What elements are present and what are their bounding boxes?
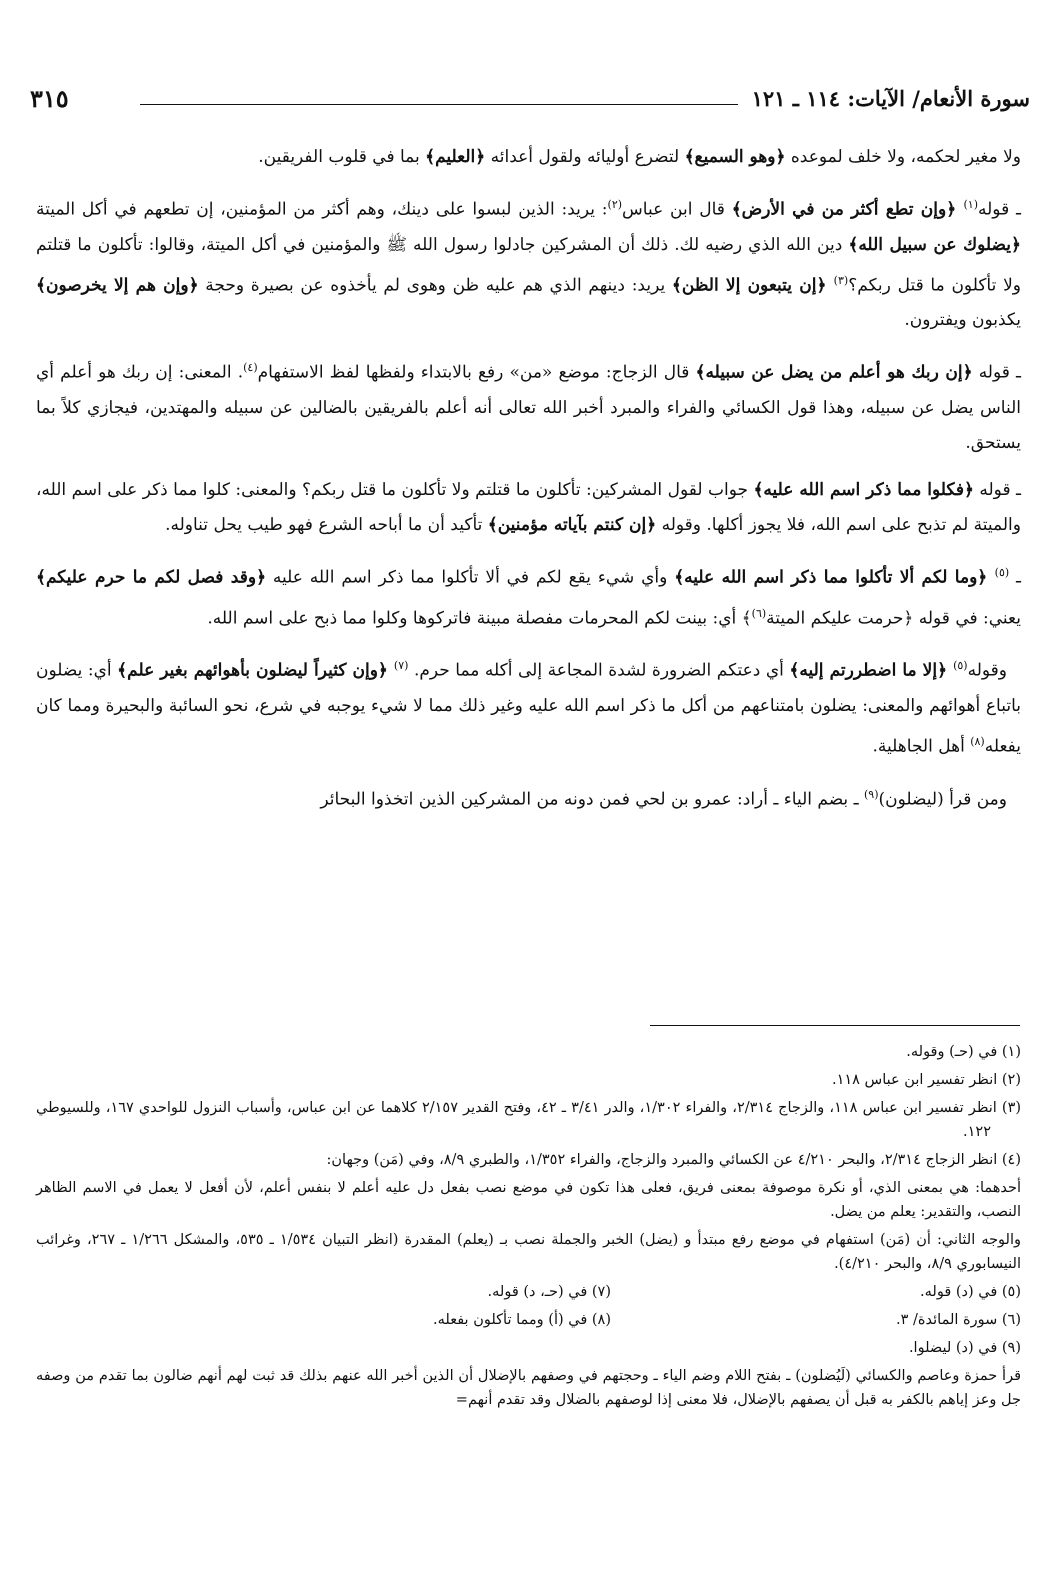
footnote: (٨) في (أ) ومما تأكلون بفعله. bbox=[433, 1312, 611, 1328]
footnote-row bbox=[36, 1280, 1021, 1304]
footnote: (٤) انظر الزجاج ٢/٣١٤، والبحر ٤/٢١٠ عن الكسائي والمبرد والزجاج، والفراء ١/٣٥٢، والطبري ٨/٩، وفي (مَن) وجهان: bbox=[326, 1152, 1021, 1168]
footnote-separator bbox=[650, 1025, 1020, 1026]
text-run: يريد: دينهم الذي هم عليه ظن وهوى لم يأخذوه عن بصيرة وحجة bbox=[198, 275, 672, 296]
paragraph bbox=[36, 350, 1021, 461]
running-title: سورة الأنعام/ الآيات: ١١٤ ـ ١٢١ bbox=[751, 86, 1030, 111]
text-run: ولا مغير لحكمه، ولا خلف لموعده bbox=[785, 147, 1021, 167]
footnote: (٦) سورة المائدة/ ٣. bbox=[896, 1312, 1021, 1328]
text-run: ـ قوله bbox=[973, 479, 1021, 500]
footnote-ref: (٥) bbox=[994, 565, 1010, 579]
text-run: تأكيد أن ما أباحه الشرع فهو طيب يحل تناوله. bbox=[165, 514, 488, 535]
page-header bbox=[30, 86, 1030, 118]
text-run: يعني: في قوله ﴿حرمت عليكم الميتة bbox=[766, 608, 1021, 629]
quran-quote: ﴿إلا ما اضطررتم إليه﴾ bbox=[789, 660, 954, 681]
paragraph bbox=[36, 140, 1021, 175]
text-run: ومن قرأ (ليضلون) bbox=[878, 789, 1007, 810]
quran-quote: ﴿وإن كثيراً ليضلون بأهوائهم بغير علم﴾ bbox=[117, 660, 394, 681]
footnote-ref: (٣) bbox=[833, 273, 849, 287]
quran-quote: ﴿يضلوك عن سبيل الله﴾ bbox=[848, 234, 1021, 255]
footnote-continuation: والوجه الثاني: أن (مَن) استفهام في موضع رفع مبتدأ و (يضل) الخبر والجملة نصب بـ (يعلم) المقدرة (انظر التبيان ١/٥٣٤ ـ ٥٣٥، والمشكل ١/٢٦٦ ـ ٢٦٧، وغرائب النيسابوري ٨/٩، والبحر ٤/٢١٠). bbox=[36, 1232, 1021, 1272]
footnote: (٩) في (د) ليضلوا. bbox=[908, 1340, 1021, 1356]
text-run: بما في قلوب الفريقين. bbox=[258, 147, 426, 167]
text-run: وأي شيء يقع لكم في ألا تأكلوا مما ذكر اسم الله عليه bbox=[266, 567, 675, 588]
text-run: . المعنى: إن ربك هو أعلم أي الناس يضل عن سبيله، وهذا قول الكسائي والفراء والمبرد أخبر الله تعالى أنه أعلم بالفريقين بالضالين عن سبيله والمهتدين، فيجازي كلاً بما يستحق. bbox=[36, 362, 1021, 453]
quran-quote: ﴿إن ربك هو أعلم من يضل عن سبيله﴾ bbox=[695, 362, 973, 383]
footnote-continuation: قرأ حمزة وعاصم والكسائي (لَيُضلون) ـ بفتح اللام وضم الياء ـ وحجتهم في وصفهم بالإضلال أن الذين أخبر الله عنهم بذلك قد ثبت لهم أنهم ضالون بما تقدم من وصفه جل وعز إياهم بالكفر به قبل أن يصفهم بالإضلال، فلا معنى إذا لوصفهم بالضلال وقد تقدم أنهم= bbox=[36, 1368, 1021, 1408]
footnote: (٢) انظر تفسير ابن عباس ١١٨. bbox=[831, 1072, 1021, 1088]
quran-quote: ﴿وهو السميع﴾ bbox=[684, 147, 786, 167]
text-run: وقوله bbox=[967, 660, 1008, 681]
footnote-ref: (٤) bbox=[243, 361, 258, 375]
footnote-ref: (٢) bbox=[607, 198, 623, 211]
footnote: (٥) في (د) قوله. bbox=[920, 1284, 1021, 1300]
footnote-continuation: أحدهما: هي بمعنى الذي، أو نكرة موصوفة بمعنى فريق، فعلى هذا تكون في موضع نصب بفعل دل عليه أعلم لا بنفس أعلم، لأن أفعل لا يعمل في الاسم الظاهر النصب، والتقدير: يعلم من يضل. bbox=[36, 1180, 1022, 1220]
footnote: (٧) في (حـ، د) قوله. bbox=[487, 1284, 611, 1300]
text-run: دين الله الذي رضيه لك. ذلك أن المشركين جادلوا رسول الله ﷺ والمؤمنين في أكل الميتة، وقالوا: تأكلون ما قتلتم ولا تأكلون ما قتل ربكم؟ bbox=[36, 234, 1021, 296]
paragraph bbox=[36, 473, 1021, 543]
quran-quote: ﴿وإن تطع أكثر من في الأرض﴾ bbox=[731, 199, 964, 220]
text-run: أهل الجاهلية. bbox=[872, 736, 971, 757]
text-run: جواب لقول المشركين: تأكلون ما قتلتم ولا تأكلون ما قتل ربكم؟ والمعنى: كلوا مما ذكر على اسم الله، والميتة لم تذبح على اسم الله، فلا يجوز أكلها. وقوله bbox=[36, 479, 1021, 535]
paragraph bbox=[36, 555, 1021, 636]
quran-quote: ﴿وإن هم إلا يخرصون﴾ bbox=[36, 275, 199, 296]
text-run: ﴾ أي: بينت لكم المحرمات مفصلة مبينة فاتركوها وكلوا مما ذبح على اسم الله. bbox=[207, 608, 752, 629]
footnote-ref: (١) bbox=[963, 198, 978, 211]
page-number: ٣١٥ bbox=[30, 84, 69, 113]
text-run: ـ قوله bbox=[972, 362, 1021, 383]
paragraph bbox=[36, 648, 1021, 764]
quran-quote: ﴿فكلوا مما ذكر اسم الله عليه﴾ bbox=[753, 479, 974, 500]
paragraph bbox=[36, 187, 1021, 338]
footnote-ref: (٦) bbox=[751, 606, 767, 620]
text-run: قال الزجاج: موضع «من» رفع بالابتداء ولفظها لفظ الاستفهام bbox=[257, 362, 696, 383]
text-run: ـ بضم الياء ـ أراد: عمرو بن لحي فمن دونه من المشركين الذين اتخذوا البحائر bbox=[320, 789, 864, 810]
paragraph bbox=[36, 777, 1021, 818]
quran-quote: ﴿إن يتبعون إلا الظن﴾ bbox=[671, 275, 834, 296]
footnote-ref: (٩) bbox=[863, 787, 879, 801]
header-rule bbox=[140, 104, 738, 105]
footnote: (٣) انظر تفسير ابن عباس ١١٨، والزجاج ٢/٣١٤، والفراء ١/٣٠٢، والدر ٣/٤١ ـ ٤٢، وفتح القدير ٢/١٥٧ كلاهما عن ابن عباس، وأسباب النزول للواحدي ١٦٧، وللسيوطي ١٢٢. bbox=[36, 1100, 1022, 1140]
text-run: ـ قوله bbox=[978, 199, 1021, 220]
footnote-ref: (٨) bbox=[970, 734, 985, 748]
footnote-row bbox=[36, 1308, 1021, 1332]
footnotes bbox=[36, 1040, 1021, 1416]
text-run: أي دعتكم الضرورة لشدة المجاعة إلى أكله مما حرم. bbox=[408, 660, 790, 681]
text-run: ـ bbox=[1009, 567, 1022, 588]
main-text bbox=[36, 140, 1021, 829]
text-run: قال ابن عباس bbox=[622, 199, 732, 220]
footnote: (١) في (حـ) وقوله. bbox=[906, 1044, 1021, 1060]
text-run: يكذبون ويفترون. bbox=[904, 310, 1021, 331]
quran-quote: ﴿العليم﴾ bbox=[425, 147, 486, 167]
quran-quote: ﴿إن كنتم بآياته مؤمنين﴾ bbox=[487, 514, 657, 535]
footnote-ref: (٧) bbox=[393, 659, 409, 673]
text-run: : يريد: الذين لبسوا على دينك، وهم أكثر من المؤمنين، إن تطعهم في أكل الميتة bbox=[36, 199, 608, 220]
text-run: أي: يضلون باتباع أهوائهم والمعنى: يضلون بامتناعهم من أكل ما ذكر اسم الله عليه وغير ذلك مما لا شيء يوجبه في شرع، نحو السائبة والبحيرة ومما كان يفعله bbox=[36, 660, 1021, 757]
quran-quote: ﴿وما لكم ألا تأكلوا مما ذكر اسم الله عليه﴾ bbox=[674, 567, 995, 588]
quran-quote: ﴿وقد فصل لكم ما حرم عليكم﴾ bbox=[36, 567, 267, 588]
footnote-ref: (٥) bbox=[953, 659, 968, 673]
text-run: لتضرع أوليائه ولقول أعدائه bbox=[485, 147, 685, 167]
